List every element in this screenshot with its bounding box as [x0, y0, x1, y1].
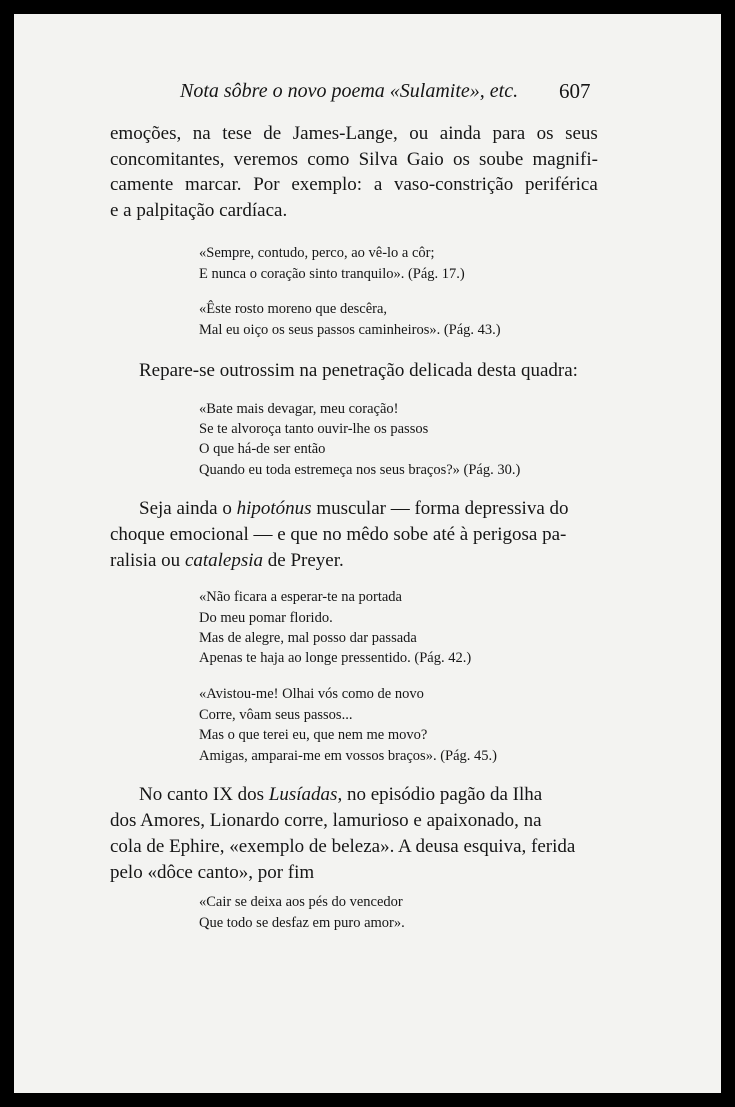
- book-page: [14, 14, 721, 1093]
- quote-4-line-3: Mas de alegre, mal posso dar passada: [199, 630, 417, 646]
- quote-4-line-2: Do meu pomar florido.: [199, 610, 333, 626]
- paragraph-2: Repare-se outrossim na penetração delicada desta quadra:: [139, 360, 578, 381]
- quote-2-line-1: «Êste rosto moreno que descêra,: [199, 301, 388, 317]
- text-run: muscular — forma depressiva do: [311, 498, 569, 519]
- text-run: ralisia ou: [110, 550, 185, 571]
- text-run: , no episódio pagão da Ilha: [337, 784, 543, 805]
- quote-5-line-2: Corre, vôam seus passos...: [199, 707, 353, 723]
- quote-1-line-2: E nunca o coração sinto tranquilo». (Pág. 17.): [199, 266, 465, 282]
- quote-4-line-1: «Não ficara a esperar-te na portada: [199, 589, 402, 605]
- emphasis-hipotonus: hipotónus: [236, 498, 312, 519]
- emphasis-lusiadas: Lusíadas: [268, 784, 338, 805]
- running-title: Nota sôbre o novo poema «Sulamite», etc.: [180, 80, 519, 102]
- paragraph-4-line-2: dos Amores, Lionardo corre, lamurioso e apaixonado, na: [110, 810, 542, 831]
- quote-1-line-1: «Sempre, contudo, perco, ao vê-lo a côr;: [199, 245, 435, 261]
- paragraph-1-line-3: camente marcar. Por exemplo: a vaso-constrição periférica: [110, 174, 598, 195]
- paragraph-4-line-1: [139, 785, 542, 804]
- paragraph-4-line-3: cola de Ephire, «exemplo de beleza». A deusa esquiva, ferida: [110, 836, 576, 857]
- text-run: de Preyer.: [263, 550, 344, 571]
- text-run: No canto IX dos: [139, 784, 269, 805]
- quote-4-line-4: Apenas te haja ao longe pressentido. (Pág. 42.): [199, 650, 472, 666]
- quote-3-line-4: Quando eu toda estremeça nos seus braços?» (Pág. 30.): [199, 462, 521, 478]
- quote-2-line-2: Mal eu oiço os seus passos caminheiros». (Pág. 43.): [199, 322, 501, 338]
- quote-5-line-4: Amigas, amparai-me em vossos braços». (Pág. 45.): [199, 748, 497, 764]
- quote-6-line-2: Que todo se desfaz em puro amor».: [199, 915, 405, 931]
- paragraph-3-line-1: [139, 499, 569, 518]
- paragraph-1-line-2: concomitantes, veremos como Silva Gaio os soube magnifi-: [110, 149, 598, 170]
- paragraph-1-line-4: e a palpitação cardíaca.: [110, 200, 288, 221]
- emphasis-catalepsia: catalepsia: [184, 550, 264, 571]
- paragraph-3-line-2: choque emocional — e que no mêdo sobe até à perigosa pa-: [110, 524, 567, 545]
- quote-3-line-3: O que há-de ser então: [199, 441, 326, 457]
- paragraph-3-line-3: [110, 551, 344, 570]
- page-number: 607: [559, 79, 591, 103]
- quote-3-line-2: Se te alvoroça tanto ouvir-lhe os passos: [199, 421, 429, 437]
- quote-5-line-1: «Avistou-me! Olhai vós como de novo: [199, 686, 424, 702]
- quote-3-line-1: «Bate mais devagar, meu coração!: [199, 401, 399, 417]
- paragraph-1-line-1: emoções, na tese de James-Lange, ou ainda para os seus: [110, 123, 598, 144]
- text-run: Seja ainda o: [139, 498, 237, 519]
- quote-5-line-3: Mas o que terei eu, que nem me movo?: [199, 727, 428, 743]
- paragraph-4-line-4: pelo «dôce canto», por fim: [110, 862, 315, 883]
- quote-6-line-1: «Cair se deixa aos pés do vencedor: [199, 894, 403, 910]
